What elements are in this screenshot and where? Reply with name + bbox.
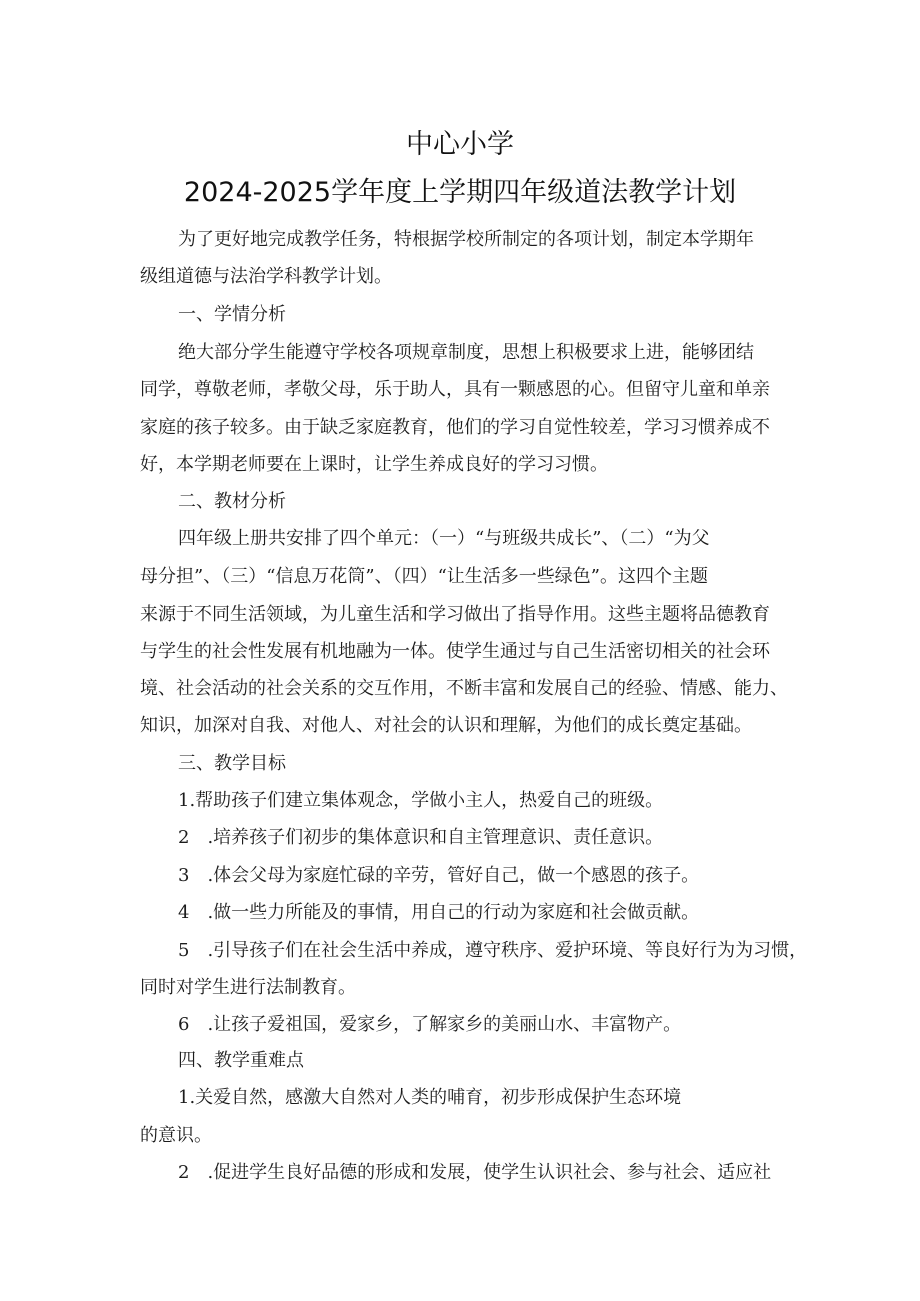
section-heading-2: 二、教材分析 <box>178 491 286 512</box>
paragraph-line: 好，本学期老师要在上课时，让学生养成良好的学习习惯。 <box>140 454 608 475</box>
paragraph-line: 同学，尊敬老师，孝敬父母，乐于助人，具有一颗感恩的心。但留守儿童和单亲 <box>140 379 770 400</box>
paragraph-line: 境、社会活动的社会关系的交互作用，不断丰富和发展自己的经验、情感、能力、 <box>140 678 788 699</box>
goal-item: 3 .体会父母为家庭忙碌的辛劳，管好自己，做一个感恩的孩子。 <box>178 865 700 886</box>
goal-item: 2 .培养孩子们初步的集体意识和自主管理意识、责任意识。 <box>178 827 664 848</box>
section-heading-4: 四、教学重难点 <box>178 1050 304 1071</box>
section-heading-3: 三、教学目标 <box>178 753 286 774</box>
paragraph-line: 来源于不同生活领域，为儿童生活和学习做出了指导作用。这些主题将品德教育 <box>140 604 770 625</box>
goal-item-continued: 同时对学生进行法制教育。 <box>140 977 356 998</box>
paragraph-line: 知识，加深对自我、对他人、对社会的认识和理解，为他们的成长奠定基础。 <box>140 715 752 736</box>
section-heading-1: 一、学情分析 <box>178 304 286 325</box>
goal-item: 4 .做一些力所能及的事情，用自己的行动为家庭和社会做贡献。 <box>178 902 700 923</box>
key-point-item: 2 .促进学生良好品德的形成和发展，使学生认识社会、参与社会、适应社 <box>178 1162 772 1183</box>
school-title: 中心小学 <box>406 129 514 160</box>
intro-line: 级组道德与法治学科教学计划。 <box>140 266 392 287</box>
paragraph-line: 母分担”、（三）“信息万花筒”、（四）“让生活多一些绿色”。这四个主题 <box>140 566 709 587</box>
paragraph-line: 家庭的孩子较多。由于缺乏家庭教育，他们的学习自觉性较差，学习习惯养成不 <box>140 417 770 438</box>
paragraph-line: 四年级上册共安排了四个单元：（一）“与班级共成长”、（二）“为父 <box>178 528 710 549</box>
key-point-item: 1.关爱自然，感激大自然对人类的哺育，初步形成保护生态环境 <box>178 1087 682 1108</box>
plan-title: 2024-2025学年度上学期四年级道法教学计划 <box>183 177 737 208</box>
paragraph-line: 与学生的社会性发展有机地融为一体。使学生通过与自己生活密切相关的社会环 <box>140 641 770 662</box>
goal-item: 1.帮助孩子们建立集体观念，学做小主人，热爱自己的班级。 <box>178 790 664 811</box>
goal-item: 6 .让孩子爱祖国，爱家乡，了解家乡的美丽山水、丰富物产。 <box>178 1014 682 1035</box>
goal-item: 5 .引导孩子们在社会生活中养成，遵守秩序、爱护环境、等良好行为为习惯， <box>178 940 808 961</box>
intro-line: 为了更好地完成教学任务，特根据学校所制定的各项计划，制定本学期年 <box>178 229 754 250</box>
paragraph-line: 绝大部分学生能遵守学校各项规章制度，思想上积极要求上进，能够团结 <box>178 342 754 363</box>
key-point-item-continued: 的意识。 <box>140 1125 212 1146</box>
